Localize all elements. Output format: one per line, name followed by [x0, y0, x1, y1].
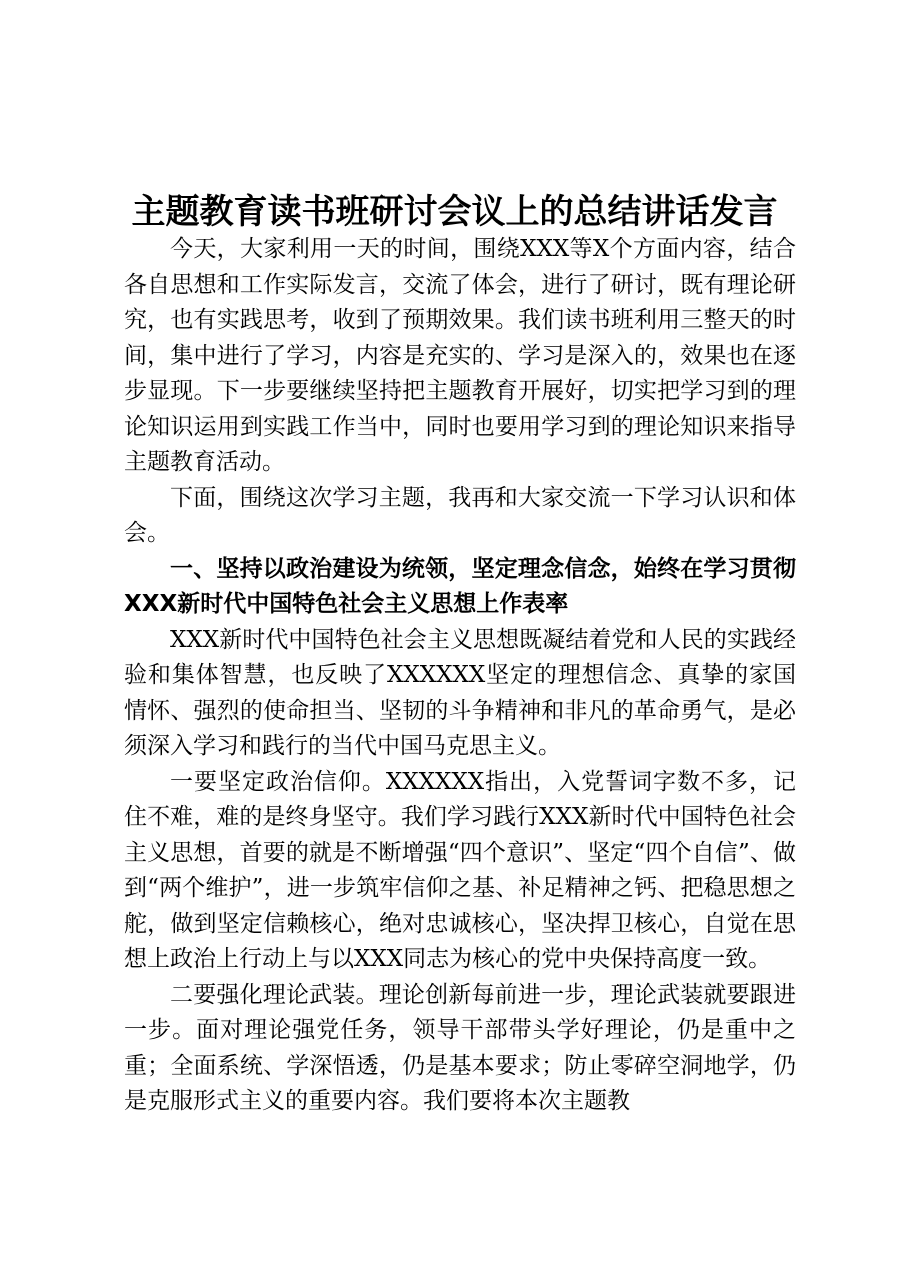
document-body [124, 232, 796, 1120]
paragraph-intro: 今天，大家利用一天的时间，围绕XXX等X个方面内容，结合各自思想和工作实际发言，交流了体会，进行了研讨，既有理论研究，也有实践思考，收到了预期效果。我们读书班利用三整天的时间，集中进行了学习，内容是充实的、学习是深入的，效果也在逐步显现。下一步要继续坚持把主题教育开展好，切实把学习到的理论知识运用到实践工作当中，同时也要用学习到的理论知识来指导主题教育活动。 [124, 236, 796, 475]
paragraph-section-intro: XXX新时代中国特色社会主义思想既凝结着党和人民的实践经验和集体智慧，也反映了XXXXXX坚定的理想信念、真挚的家国情怀、强烈的使命担当、坚韧的斗争精神和非凡的革命勇气，是必须深入学习和践行的当代中国马克思主义。 [124, 626, 796, 759]
paragraph-point-one: 一要坚定政治信仰。XXXXXX指出，入党誓词字数不多，记住不难，难的是终身坚守。我们学习践行XXX新时代中国特色社会主义思想，首要的就是不断增强“四个意识”、坚定“四个自信”、做到“两个维护”，进一步筑牢信仰之基、补足精神之钙、把稳思想之舵，做到坚定信赖核心，绝对忠诚核心，坚决捍卫核心，自觉在思想上政治上行动上与以XXX同志为核心的党中央保持高度一致。 [124, 768, 796, 972]
paragraph-point-two: 二要强化理论武装。理论创新每前进一步，理论武装就要跟进一步。面对理论强党任务，领导干部带头学好理论，仍是重中之重；全面系统、学深悟透，仍是基本要求；防止零碎空洞地学，仍是克服形式主义的重要内容。我们要将本次主题教 [124, 981, 796, 1114]
paragraph-transition: 下面，围绕这次学习主题，我再和大家交流一下学习认识和体会。 [124, 484, 796, 546]
section-heading: 一、坚持以政治建设为统领，坚定理念信念，始终在学习贯彻XXX新时代中国特色社会主义思想上作表率 [124, 555, 796, 617]
document-title: 主题教育读书班研讨会议上的总结讲话发言 [131, 192, 778, 232]
